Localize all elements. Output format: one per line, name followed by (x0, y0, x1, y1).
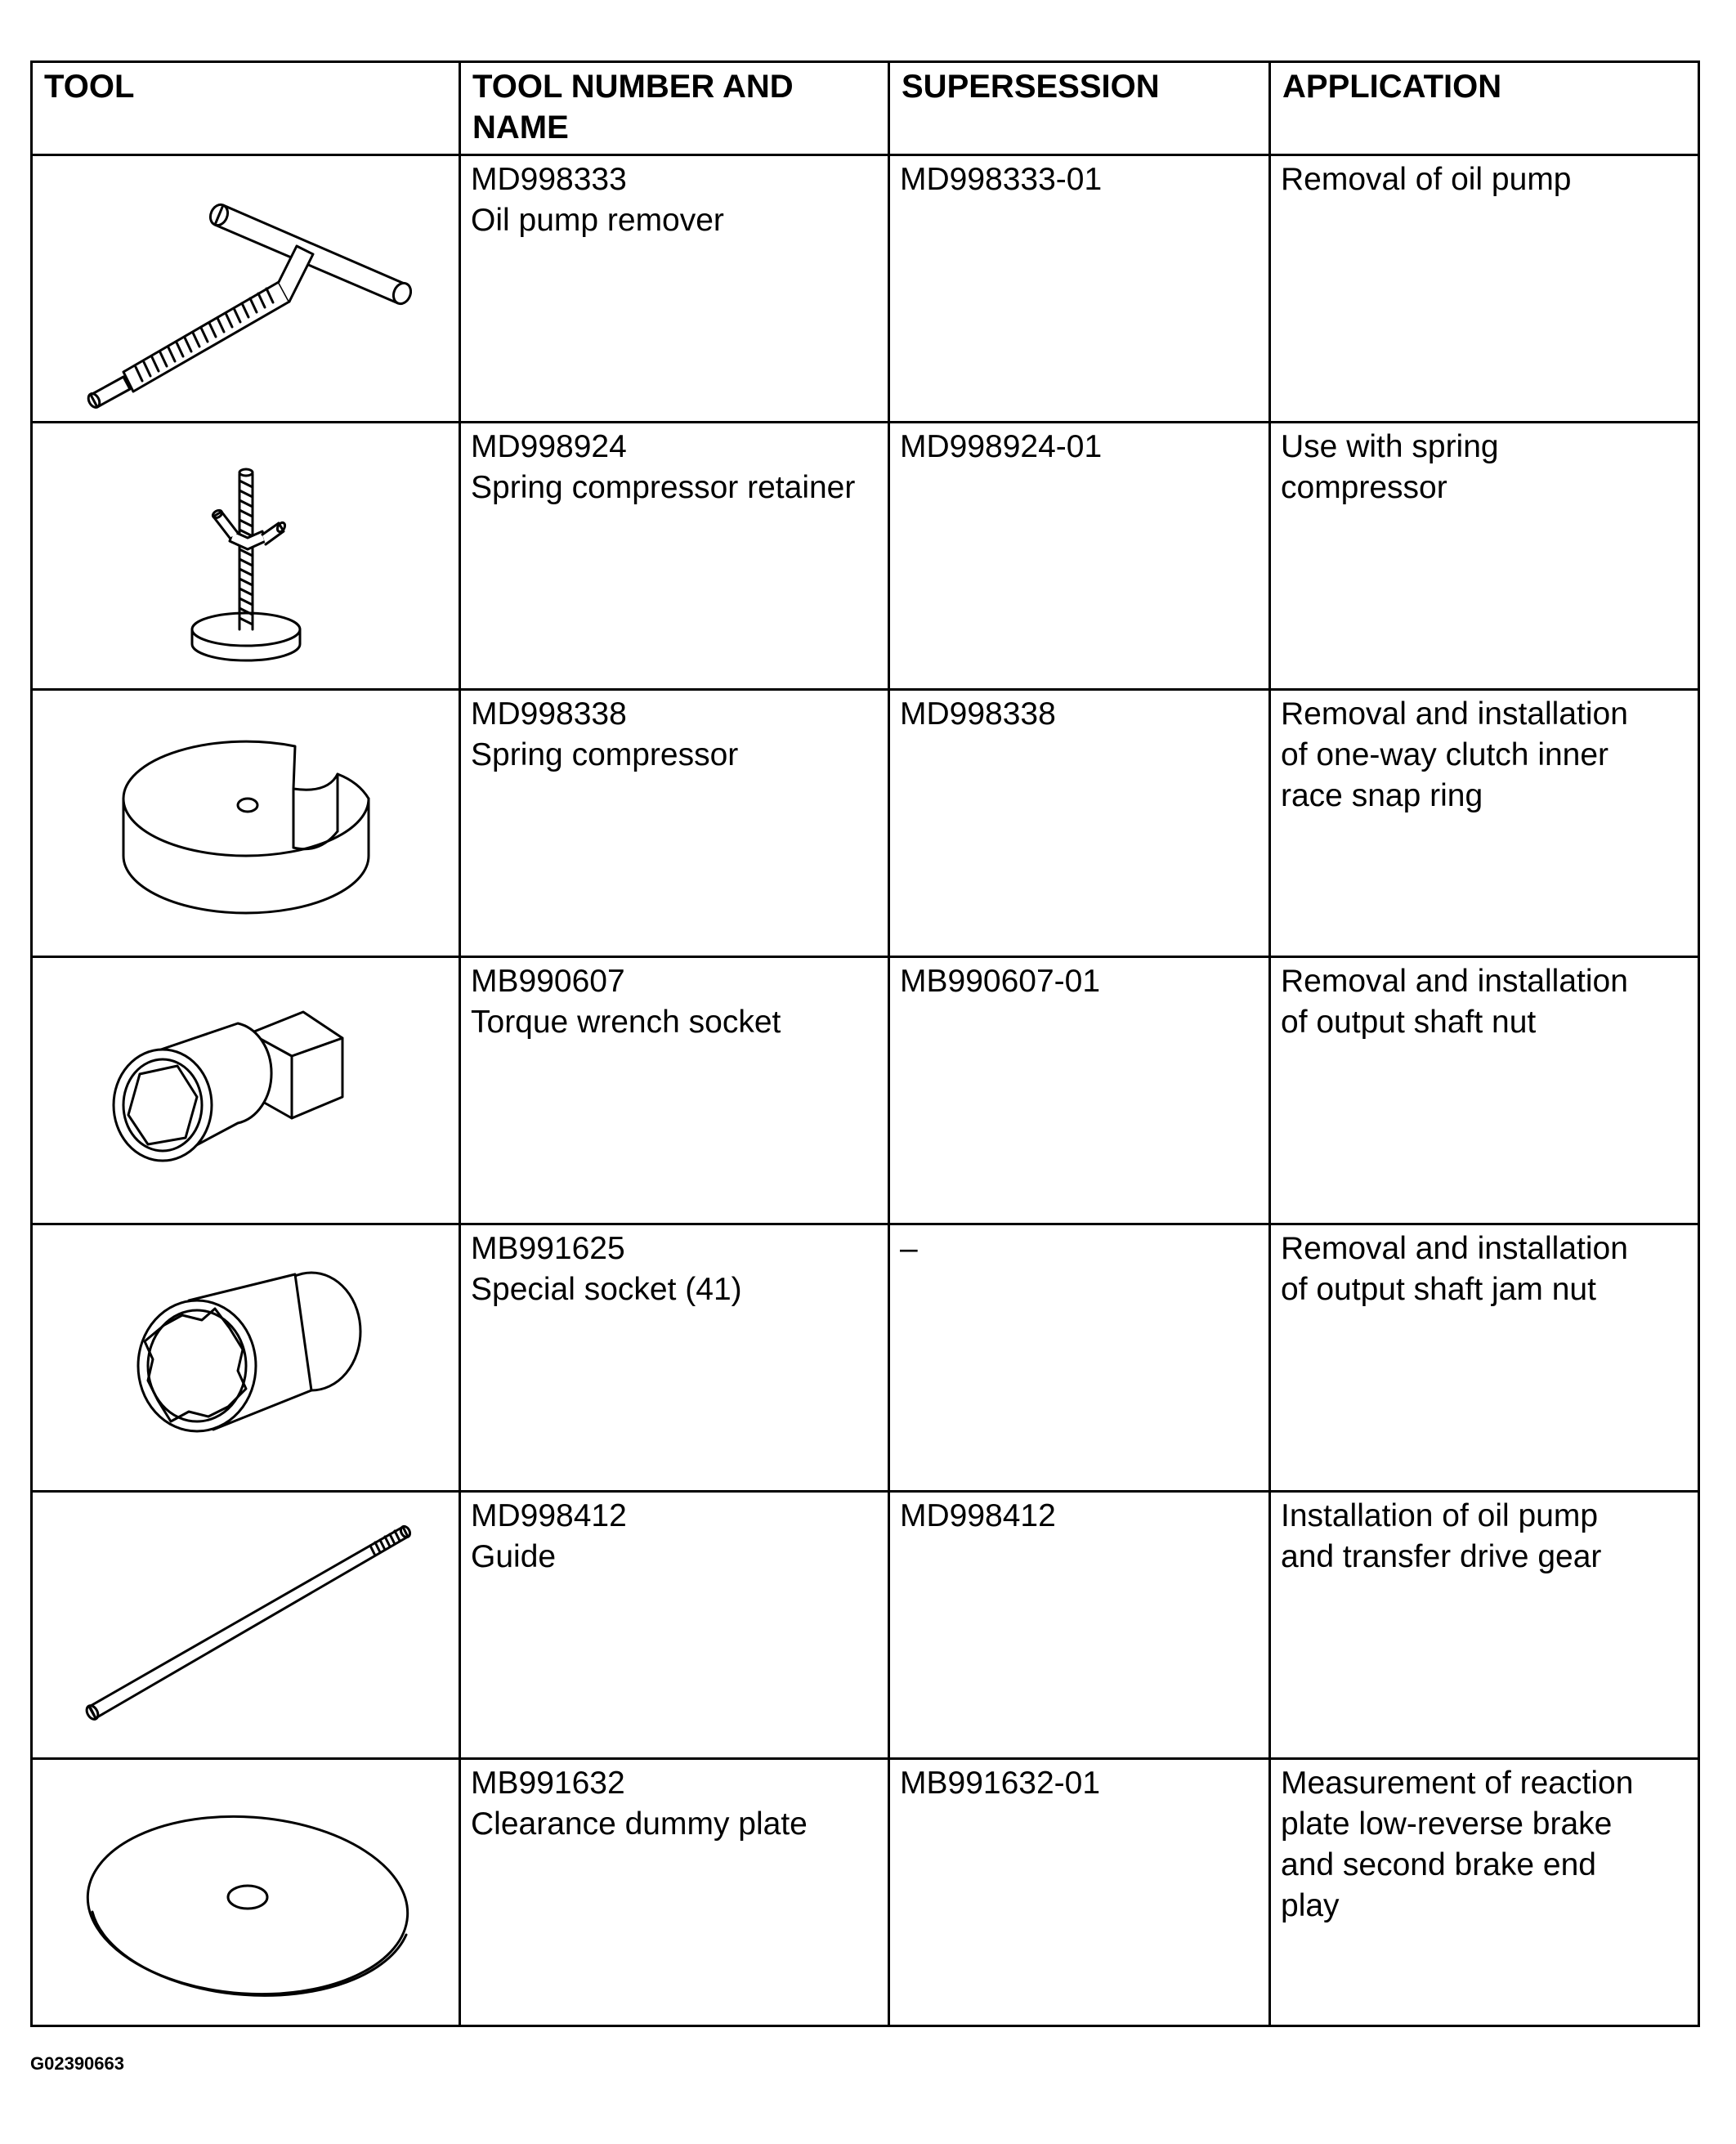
application-line: of output shaft jam nut (1281, 1272, 1596, 1307)
tool-number-name-cell (460, 1759, 889, 2026)
table-row (32, 423, 1699, 690)
tool-number: MB991625 (471, 1231, 625, 1266)
header-tool: TOOL (32, 62, 460, 155)
application-cell (1270, 423, 1699, 690)
tool-number: MD998333 (471, 162, 627, 197)
tool-image-cell (32, 1492, 460, 1759)
application-line: Removal and installation (1281, 1231, 1628, 1266)
tool-name: Clearance dummy plate (471, 1806, 808, 1842)
spring-compressor-icon (34, 692, 459, 954)
application-line: of output shaft nut (1281, 1005, 1537, 1040)
tool-number-name-cell (460, 1224, 889, 1492)
tool-name: Special socket (41) (471, 1272, 742, 1307)
table-row (32, 1759, 1699, 2026)
dummy-plate-icon (34, 1761, 459, 2023)
special-tools-table (30, 60, 1700, 2027)
application-line: Removal and installation (1281, 964, 1628, 999)
application-line: Use with spring (1281, 429, 1499, 464)
special-socket-icon (34, 1227, 459, 1488)
tool-image-cell (32, 690, 460, 957)
tool-name: Torque wrench socket (471, 1005, 781, 1040)
tool-name: Oil pump remover (471, 203, 724, 238)
tool-number-name-cell (460, 690, 889, 957)
tool-number: MD998412 (471, 1498, 627, 1533)
application-cell (1270, 957, 1699, 1224)
tool-number-name-cell (460, 423, 889, 690)
tool-number: MD998924 (471, 429, 627, 464)
figure-id: G02390663 (30, 2053, 124, 2074)
tool-image-cell (32, 423, 460, 690)
header-row (32, 62, 1699, 155)
tool-number-name-cell (460, 155, 889, 423)
application-cell (1270, 1492, 1699, 1759)
tool-image-cell (32, 155, 460, 423)
application-line: race snap ring (1281, 778, 1483, 813)
table-row (32, 1224, 1699, 1492)
application-line: play (1281, 1888, 1340, 1923)
t-handle-remover-icon (34, 158, 459, 419)
application-line: and second brake end (1281, 1847, 1596, 1882)
supersession-cell: MD998924-01 (889, 423, 1270, 690)
tool-name: Spring compressor (471, 737, 739, 772)
header-supersession: SUPERSESSION (889, 62, 1270, 155)
tool-image-cell (32, 1759, 460, 2026)
table-row (32, 957, 1699, 1224)
application-line: of one-way clutch inner (1281, 737, 1609, 772)
supersession-cell: MD998412 (889, 1492, 1270, 1759)
application-line: Installation of oil pump (1281, 1498, 1599, 1533)
tool-number: MB991632 (471, 1766, 625, 1801)
table-row (32, 155, 1699, 423)
tool-number: MD998338 (471, 696, 627, 732)
tool-image-cell (32, 957, 460, 1224)
supersession-cell: MB991632-01 (889, 1759, 1270, 2026)
guide-rod-icon (34, 1494, 459, 1756)
tool-number-name-cell (460, 1492, 889, 1759)
application-cell (1270, 1759, 1699, 2026)
application-line: Removal of oil pump (1281, 162, 1572, 197)
header-application: APPLICATION (1270, 62, 1699, 155)
application-cell (1270, 1224, 1699, 1492)
table-row (32, 1492, 1699, 1759)
torque-socket-icon (34, 960, 459, 1221)
tool-number-name-cell (460, 957, 889, 1224)
supersession-cell: MB990607-01 (889, 957, 1270, 1224)
retainer-icon (34, 425, 459, 687)
supersession-cell: MD998338 (889, 690, 1270, 957)
application-line: compressor (1281, 470, 1447, 505)
application-line: Measurement of reaction (1281, 1766, 1634, 1801)
application-line: plate low-reverse brake (1281, 1806, 1613, 1842)
application-cell (1270, 155, 1699, 423)
application-line: Removal and installation (1281, 696, 1628, 732)
supersession-cell: MD998333-01 (889, 155, 1270, 423)
tool-name: Guide (471, 1539, 557, 1574)
tool-image-cell (32, 1224, 460, 1492)
tool-name: Spring compressor retainer (471, 470, 856, 505)
tool-number: MB990607 (471, 964, 625, 999)
application-line: and transfer drive gear (1281, 1539, 1602, 1574)
application-cell (1270, 690, 1699, 957)
header-tool-number-name: TOOL NUMBER AND NAME (460, 62, 889, 155)
table-row (32, 690, 1699, 957)
supersession-cell: – (889, 1224, 1270, 1492)
